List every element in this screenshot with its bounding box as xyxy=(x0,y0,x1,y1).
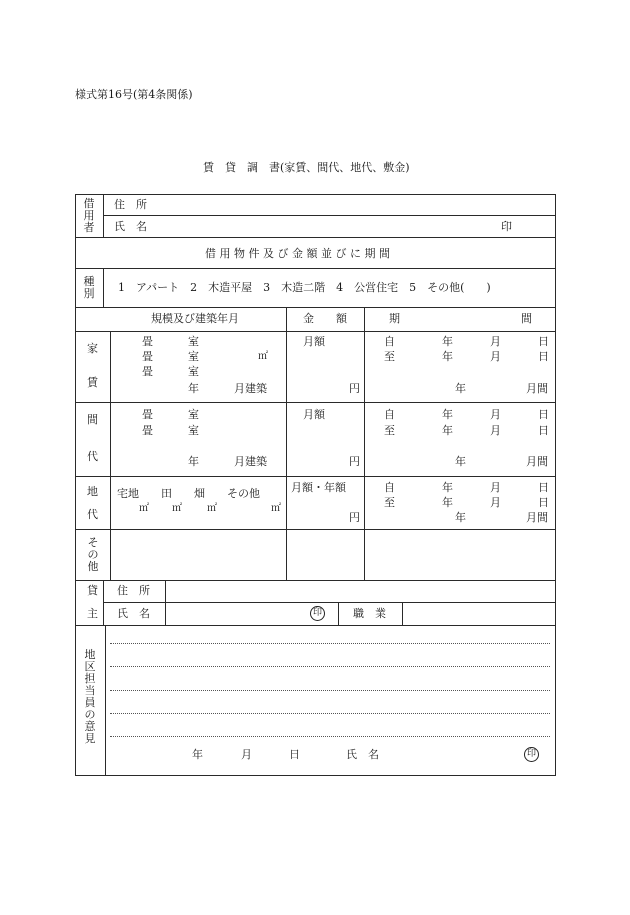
rent-yen: 円 xyxy=(349,382,360,395)
land-to-day: 日 xyxy=(538,496,549,509)
room-rent-monthly-label: 月額 xyxy=(303,408,325,421)
opinion-label: 地 区 担 当 員 の 意 見 xyxy=(84,648,96,745)
room-rent-built-year: 年 xyxy=(188,455,199,468)
rent-tatami-2: 畳 xyxy=(142,350,153,363)
room-rent-total-months: 月間 xyxy=(526,455,548,468)
column-scale-header: 規模及び建築年月 xyxy=(151,312,239,325)
land-sqm-2: ㎡ xyxy=(172,503,182,514)
land-sqm-1: ㎡ xyxy=(139,503,149,514)
land-to-year: 年 xyxy=(442,496,453,509)
rent-from-year: 年 xyxy=(442,335,453,348)
room-rent-label-bottom: 代 xyxy=(87,450,98,463)
land-to-month: 月 xyxy=(490,496,501,509)
opinion-line-5[interactable] xyxy=(110,736,550,737)
rent-to: 至 xyxy=(384,350,395,363)
land-rent-label-top: 地 xyxy=(87,485,98,498)
opinion-line-4[interactable] xyxy=(110,713,550,714)
opinion-seal-mark: 印 xyxy=(524,747,539,762)
borrower-label: 借 用 者 xyxy=(83,197,95,234)
rent-monthly-label: 月額 xyxy=(303,335,325,348)
room-rent-from-day: 日 xyxy=(538,408,549,421)
land-total-year: 年 xyxy=(455,511,466,524)
rent-label-bottom: 賃 xyxy=(87,376,98,389)
rent-room-2: 室 xyxy=(188,350,199,363)
land-amount-label: 月額・年額 xyxy=(291,481,346,494)
lender-name-label: 氏 名 xyxy=(117,607,150,620)
lender-address-label: 住 所 xyxy=(117,584,150,597)
land-yen: 円 xyxy=(349,511,360,524)
borrower-seal-mark: 印 xyxy=(501,220,512,233)
room-rent-to: 至 xyxy=(384,424,395,437)
rent-room-1: 室 xyxy=(188,335,199,348)
other-label: そ の 他 xyxy=(87,536,99,573)
borrower-address-label: 住 所 xyxy=(114,198,147,211)
land-rent-label-bottom: 代 xyxy=(87,508,98,521)
room-rent-tatami-2: 畳 xyxy=(142,424,153,437)
lender-seal-mark: 印 xyxy=(310,606,325,621)
lender-occupation-label: 職 業 xyxy=(353,607,386,620)
room-rent-room-1: 室 xyxy=(188,408,199,421)
rent-label-top: 家 xyxy=(87,342,98,355)
opinion-line-1[interactable] xyxy=(110,643,550,644)
room-rent-label-top: 間 xyxy=(87,413,98,426)
opinion-date-year: 年 xyxy=(192,748,203,761)
room-rent-from-month: 月 xyxy=(490,408,501,421)
category-options[interactable]: 1 アパート 2 木造平屋 3 木造二階 4 公営住宅 5 その他( ) xyxy=(118,281,491,294)
land-from-day: 日 xyxy=(538,481,549,494)
form-number: 様式第16号(第4条関係) xyxy=(75,88,193,101)
section-title: 借 用 物 件 及 び 金 額 並 び に 期 間 xyxy=(205,247,390,260)
rent-built-month: 月建築 xyxy=(234,382,267,395)
rent-total-year: 年 xyxy=(455,382,466,395)
rent-tatami-1: 畳 xyxy=(142,335,153,348)
rent-sqm: ㎡ xyxy=(258,351,268,362)
borrower-address-field[interactable] xyxy=(165,199,545,211)
land-to: 至 xyxy=(384,496,395,509)
category-label: 種 別 xyxy=(83,275,95,300)
room-rent-to-year: 年 xyxy=(442,424,453,437)
room-rent-to-day: 日 xyxy=(538,424,549,437)
column-period-header-b: 間 xyxy=(521,312,532,325)
room-rent-to-month: 月 xyxy=(490,424,501,437)
land-from: 自 xyxy=(384,481,395,494)
room-rent-room-2: 室 xyxy=(188,424,199,437)
borrower-name-label: 氏 名 xyxy=(114,220,147,233)
land-sqm-4: ㎡ xyxy=(271,503,281,514)
room-rent-yen: 円 xyxy=(349,455,360,468)
rent-tatami-3: 畳 xyxy=(142,365,153,378)
column-period-header-a: 期 xyxy=(389,312,400,325)
rent-built-year: 年 xyxy=(188,382,199,395)
land-total-months: 月間 xyxy=(526,511,548,524)
land-from-year: 年 xyxy=(442,481,453,494)
land-from-month: 月 xyxy=(490,481,501,494)
rent-to-month: 月 xyxy=(490,350,501,363)
opinion-line-2[interactable] xyxy=(110,666,550,667)
form-title: 賃 貸 調 書(家賃、間代、地代、敷金) xyxy=(203,161,410,174)
room-rent-built-month: 月建築 xyxy=(234,455,267,468)
lender-label-top: 貸 xyxy=(87,584,98,597)
rent-room-3: 室 xyxy=(188,365,199,378)
rent-total-months: 月間 xyxy=(526,382,548,395)
opinion-name-label: 氏 名 xyxy=(346,748,379,761)
land-types: 宅地 田 畑 その他 xyxy=(117,487,260,500)
opinion-line-3[interactable] xyxy=(110,690,550,691)
column-amount-header: 金 額 xyxy=(303,312,347,325)
rental-survey-form xyxy=(75,194,556,776)
room-rent-from-year: 年 xyxy=(442,408,453,421)
lender-label-bottom: 主 xyxy=(87,607,98,620)
rent-to-year: 年 xyxy=(442,350,453,363)
land-sqm-3: ㎡ xyxy=(207,503,217,514)
borrower-name-field[interactable] xyxy=(165,221,495,233)
room-rent-tatami-1: 畳 xyxy=(142,408,153,421)
opinion-date-day: 日 xyxy=(289,748,300,761)
room-rent-total-year: 年 xyxy=(455,455,466,468)
rent-from-day: 日 xyxy=(538,335,549,348)
room-rent-from: 自 xyxy=(384,408,395,421)
rent-to-day: 日 xyxy=(538,350,549,363)
opinion-date-month: 月 xyxy=(241,748,252,761)
rent-from: 自 xyxy=(384,335,395,348)
rent-from-month: 月 xyxy=(490,335,501,348)
